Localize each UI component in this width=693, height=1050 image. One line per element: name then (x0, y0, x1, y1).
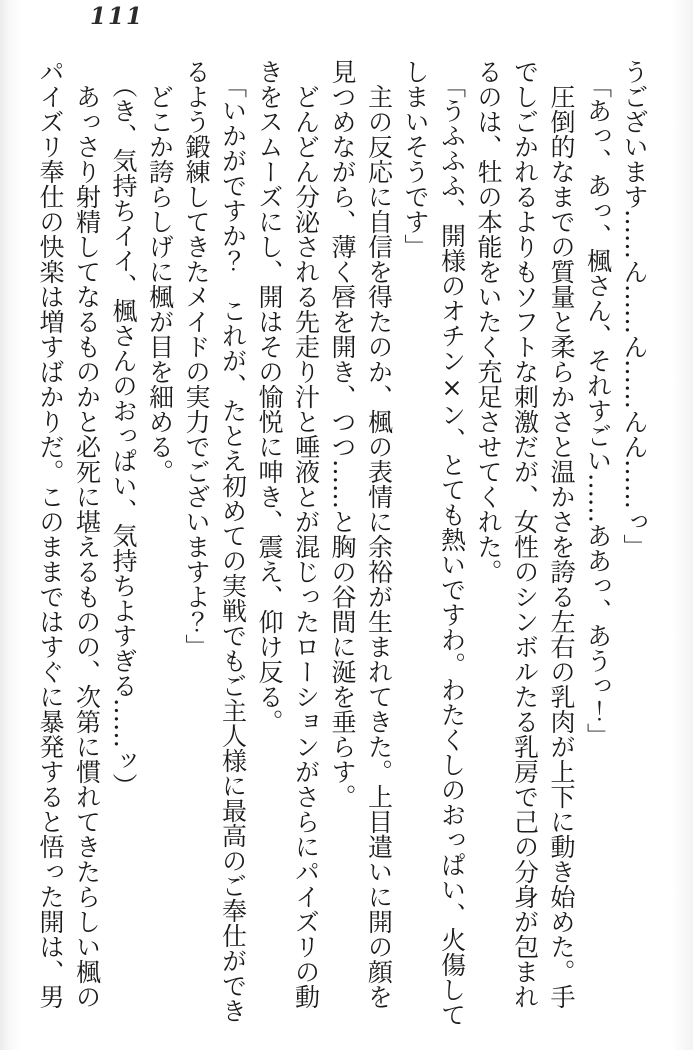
text-column: るよう鍛練してきたメイドの実力でございますよ？」 (182, 59, 211, 659)
text-column: あっさり射精してなるものかと必死に堪えるものの、次第に慣れてきたらしい楓の (72, 84, 102, 1009)
text-column: うございます……ん……ん……んん……っ」 (620, 59, 649, 559)
text-column: でしごかれるよりもソフトな刺激だが、女性のシンボルたる乳房で己の分身が包まれ (510, 59, 540, 1009)
text-column: きをスムーズにし、開はその愉悦に呻き、震え、仰け反る。 (255, 59, 284, 734)
body-text (32, 59, 653, 1027)
text-column: パイズリ奉仕の快楽は増すばかりだ。このままではすぐに暴発すると悟った開は、男 (36, 59, 65, 1009)
text-column: 「うふふふ、開様のオチン×ン、とても熱いですわ。わたくしのおっぱい、火傷して (437, 73, 467, 1027)
text-column: るのは、牡の本能をいたく充足させてくれた。 (474, 59, 503, 584)
text-column: どんどん分泌される先走り汁と唾液とが混じったローションがさらにパイズリの動 (291, 84, 321, 1009)
text-column: 圧倒的なまでの質量と柔らかさと温かさを誇る左右の乳肉が上下に動き始めた。手 (547, 84, 576, 1009)
text-column: 「あっ、あっ、楓さん、それすごい……ああっ、あうっ！」 (583, 73, 613, 748)
page-number: 111 (90, 3, 145, 30)
text-column: 見つめながら、薄く唇を開き、つつ……と胸の谷間に涎を垂らす。 (328, 59, 357, 809)
text-column: どこか誇らしげに楓が目を細める。 (145, 84, 175, 484)
text-column: 主の反応に自信を得たのか、楓の表情に余裕が生まれてきた。上目遣いに開の顔を (364, 84, 394, 1009)
text-column: （き、気持ちイイ、楓さんのおっぱい、気持ちよすぎる……ッ） (109, 73, 138, 798)
text-column: 「いかがですか？ これが、たとえ初めての実戦でもご主人様に最高のご奉仕ができ (218, 73, 248, 1023)
text-column: しまいそうです」 (401, 59, 430, 259)
